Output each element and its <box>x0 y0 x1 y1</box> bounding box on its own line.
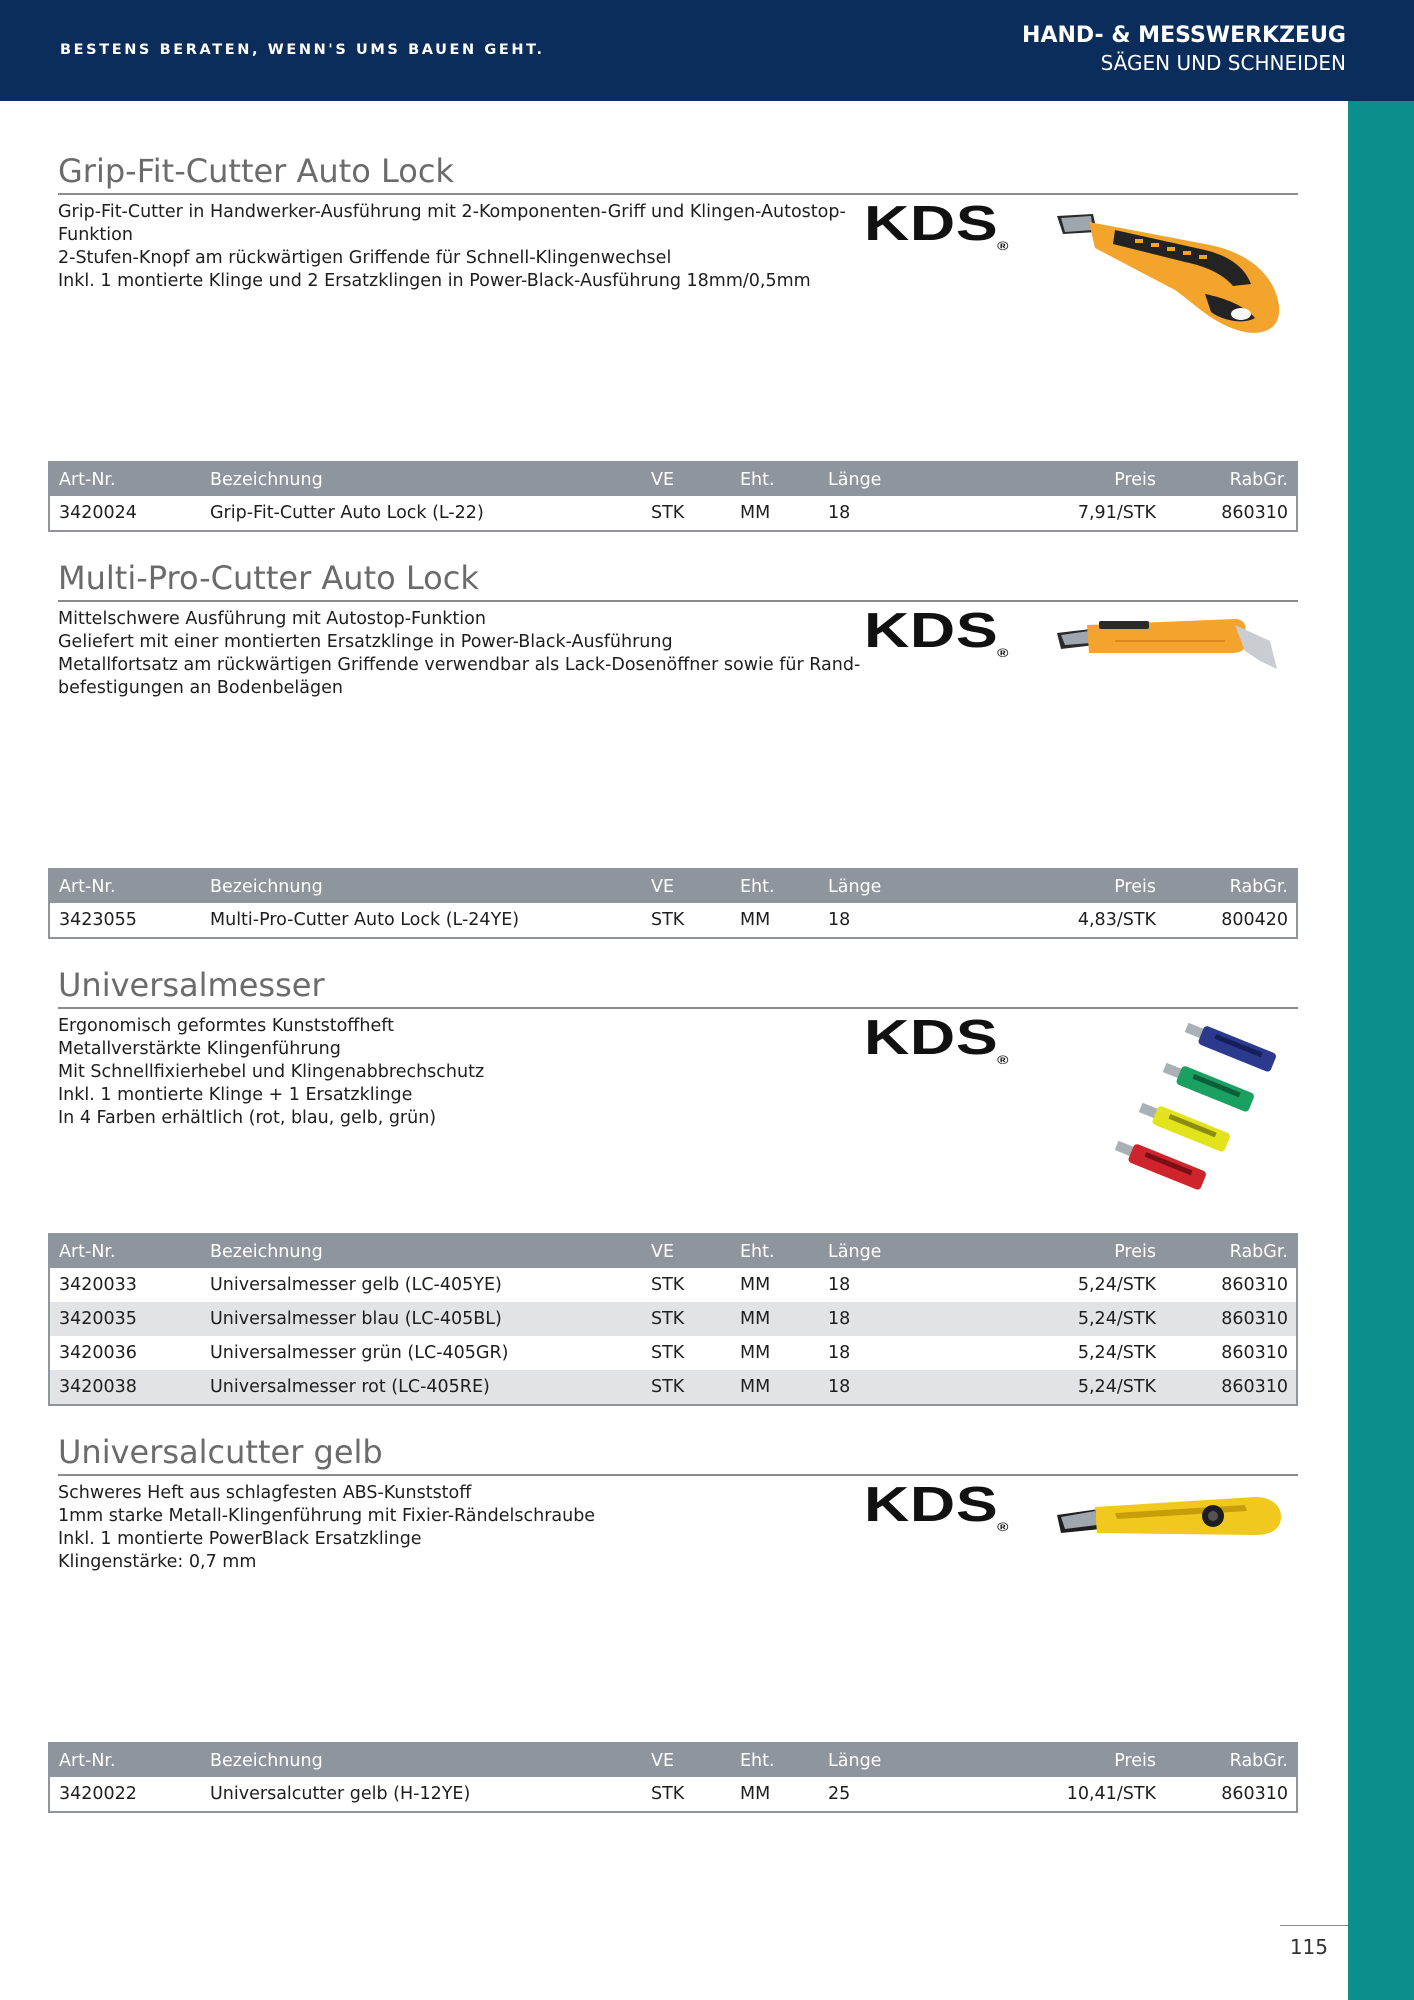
cell-ve: STK <box>651 1275 685 1295</box>
brand-logo-text: KDS <box>864 1011 999 1065</box>
col-laenge: Länge <box>828 470 882 490</box>
description-line: Inkl. 1 montierte PowerBlack Ersatzklinge <box>58 1529 422 1549</box>
product-description <box>58 1482 858 1574</box>
col-ve: VE <box>651 877 675 897</box>
col-preis: Preis <box>1114 877 1156 897</box>
col-ve: VE <box>651 1751 675 1771</box>
page-number: 115 <box>1289 1935 1328 1959</box>
description-line: Klingenstärke: 0,7 mm <box>58 1552 257 1572</box>
page-header <box>0 0 1414 101</box>
cell-laenge: 18 <box>828 1309 851 1329</box>
header-category: HAND- & MESSWERKZEUG <box>1022 23 1346 48</box>
cell-bezeichnung: Universalcutter gelb (H-12YE) <box>210 1784 471 1804</box>
description-line: Metallverstärkte Klingenführung <box>58 1039 341 1059</box>
col-eht: Eht. <box>740 1751 775 1771</box>
cell-rabgr: 860310 <box>1221 1377 1288 1397</box>
cell-rabgr: 860310 <box>1221 1343 1288 1363</box>
cell-bezeichnung: Universalmesser blau (LC-405BL) <box>210 1309 502 1329</box>
cell-laenge: 18 <box>828 1343 851 1363</box>
cell-art-nr: 3420033 <box>59 1275 137 1295</box>
cell-bezeichnung: Universalmesser grün (LC-405GR) <box>210 1343 509 1363</box>
table-row <box>50 1268 1296 1302</box>
cell-ve: STK <box>651 503 685 523</box>
col-eht: Eht. <box>740 470 775 490</box>
product-image-universalmesser-set <box>1110 1019 1290 1194</box>
col-rabgr: RabGr. <box>1229 877 1288 897</box>
col-bezeichnung: Bezeichnung <box>210 877 323 897</box>
cell-rabgr: 860310 <box>1221 503 1288 523</box>
cell-preis: 10,41/STK <box>1066 1784 1156 1804</box>
cell-art-nr: 3420035 <box>59 1309 137 1329</box>
cell-laenge: 18 <box>828 910 851 930</box>
col-eht: Eht. <box>740 877 775 897</box>
cell-laenge: 25 <box>828 1784 851 1804</box>
col-bezeichnung: Bezeichnung <box>210 1242 323 1262</box>
side-accent-bar <box>1348 101 1414 2000</box>
description-line: Schweres Heft aus schlagfesten ABS-Kunststoff <box>58 1483 472 1503</box>
col-rabgr: RabGr. <box>1229 1242 1288 1262</box>
cell-preis: 5,24/STK <box>1077 1343 1156 1363</box>
cell-rabgr: 860310 <box>1221 1275 1288 1295</box>
col-preis: Preis <box>1114 1751 1156 1771</box>
description-line: Inkl. 1 montierte Klinge und 2 Ersatzklingen in Power-Black-Ausführung 18mm/0,5mm <box>58 271 811 291</box>
cell-preis: 5,24/STK <box>1077 1309 1156 1329</box>
description-line: befestigungen an Bodenbelägen <box>58 678 343 698</box>
cell-eht: MM <box>740 910 771 930</box>
description-line: 1mm starke Metall-Klingenführung mit Fixier-Rändelschraube <box>58 1506 596 1526</box>
cell-eht: MM <box>740 1343 771 1363</box>
cell-bezeichnung: Universalmesser gelb (LC-405YE) <box>210 1275 502 1295</box>
cell-rabgr: 800420 <box>1221 910 1288 930</box>
brand-logo-text: KDS <box>864 604 999 658</box>
product-table <box>48 461 1298 532</box>
table-row <box>50 903 1296 937</box>
cell-ve: STK <box>651 910 685 930</box>
table-row <box>50 1336 1296 1370</box>
title-divider <box>58 193 1298 195</box>
table-header-row <box>50 1744 1296 1777</box>
cell-preis: 7,91/STK <box>1077 503 1156 523</box>
description-line: In 4 Farben erhältlich (rot, blau, gelb, grün) <box>58 1108 437 1128</box>
col-eht: Eht. <box>740 1242 775 1262</box>
product-table <box>48 1742 1298 1813</box>
cell-ve: STK <box>651 1343 685 1363</box>
product-description <box>58 608 861 700</box>
product-description <box>58 201 858 293</box>
product-table <box>48 1233 1298 1406</box>
col-bezeichnung: Bezeichnung <box>210 1751 323 1771</box>
description-line: 2-Stufen-Knopf am rückwärtigen Griffende für Schnell-Klingenwechsel <box>58 248 672 268</box>
cell-preis: 4,83/STK <box>1077 910 1156 930</box>
table-row <box>50 1777 1296 1811</box>
brand-logo: KDS® <box>864 1478 1009 1534</box>
title-divider <box>58 1474 1298 1476</box>
cell-art-nr: 3420036 <box>59 1343 137 1363</box>
cell-art-nr: 3420024 <box>59 503 137 523</box>
table-row <box>50 496 1296 530</box>
header-subcategory: SÄGEN UND SCHNEIDEN <box>1100 51 1346 75</box>
cell-ve: STK <box>651 1377 685 1397</box>
product-image-universalcutter <box>1055 1489 1285 1549</box>
description-line: Ergonomisch geformtes Kunststoffheft <box>58 1016 394 1036</box>
table-header-row <box>50 1235 1296 1268</box>
cell-bezeichnung: Multi-Pro-Cutter Auto Lock (L-24YE) <box>210 910 520 930</box>
product-title: Universalmesser <box>58 966 325 1004</box>
col-laenge: Länge <box>828 877 882 897</box>
cell-preis: 5,24/STK <box>1077 1275 1156 1295</box>
product-title: Multi-Pro-Cutter Auto Lock <box>58 559 479 597</box>
col-laenge: Länge <box>828 1242 882 1262</box>
title-divider <box>58 600 1298 602</box>
col-laenge: Länge <box>828 1751 882 1771</box>
table-header-row <box>50 870 1296 903</box>
col-rabgr: RabGr. <box>1229 470 1288 490</box>
col-art-nr: Art-Nr. <box>59 470 116 490</box>
brand-logo: KDS® <box>864 604 1009 660</box>
product-title: Universalcutter gelb <box>58 1433 383 1471</box>
cell-laenge: 18 <box>828 1275 851 1295</box>
cell-laenge: 18 <box>828 1377 851 1397</box>
cell-art-nr: 3420022 <box>59 1784 137 1804</box>
col-ve: VE <box>651 1242 675 1262</box>
col-ve: VE <box>651 470 675 490</box>
cell-eht: MM <box>740 1275 771 1295</box>
description-line: Mit Schnellfixierhebel und Klingenabbrechschutz <box>58 1062 485 1082</box>
brand-logo: KDS® <box>864 1011 1009 1067</box>
col-rabgr: RabGr. <box>1229 1751 1288 1771</box>
col-preis: Preis <box>1114 470 1156 490</box>
product-image-multi-pro-cutter <box>1055 611 1285 681</box>
product-description <box>58 1015 858 1130</box>
product-table <box>48 868 1298 939</box>
brand-logo-text: KDS <box>864 197 999 251</box>
description-line: Grip-Fit-Cutter in Handwerker-Ausführung mit 2-Komponenten-Griff und Klingen-Autostop- <box>58 202 846 222</box>
col-preis: Preis <box>1114 1242 1156 1262</box>
cell-eht: MM <box>740 1784 771 1804</box>
cell-laenge: 18 <box>828 503 851 523</box>
cell-bezeichnung: Universalmesser rot (LC-405RE) <box>210 1377 490 1397</box>
description-line: Funktion <box>58 225 133 245</box>
description-line: Mittelschwere Ausführung mit Autostop-Funktion <box>58 609 486 629</box>
table-row <box>50 1302 1296 1336</box>
cell-preis: 5,24/STK <box>1077 1377 1156 1397</box>
title-divider <box>58 1007 1298 1009</box>
header-tagline: BESTENS BERATEN, WENN'S UMS BAUEN GEHT. <box>60 42 545 58</box>
cell-eht: MM <box>740 1309 771 1329</box>
cell-rabgr: 860310 <box>1221 1309 1288 1329</box>
cell-art-nr: 3420038 <box>59 1377 137 1397</box>
description-line: Inkl. 1 montierte Klinge + 1 Ersatzklinge <box>58 1085 413 1105</box>
cell-eht: MM <box>740 1377 771 1397</box>
product-title: Grip-Fit-Cutter Auto Lock <box>58 152 454 190</box>
cell-ve: STK <box>651 1784 685 1804</box>
cell-rabgr: 860310 <box>1221 1784 1288 1804</box>
col-art-nr: Art-Nr. <box>59 1751 116 1771</box>
table-row <box>50 1370 1296 1404</box>
table-header-row <box>50 463 1296 496</box>
col-art-nr: Art-Nr. <box>59 877 116 897</box>
cell-eht: MM <box>740 503 771 523</box>
col-bezeichnung: Bezeichnung <box>210 470 323 490</box>
description-line: Metallfortsatz am rückwärtigen Griffende verwendbar als Lack-Dosenöffner sowie für Rand- <box>58 655 861 675</box>
cell-art-nr: 3423055 <box>59 910 137 930</box>
brand-logo: KDS® <box>864 197 1009 253</box>
cell-ve: STK <box>651 1309 685 1329</box>
cell-bezeichnung: Grip-Fit-Cutter Auto Lock (L-22) <box>210 503 484 523</box>
page-number-divider <box>1280 1925 1348 1926</box>
col-art-nr: Art-Nr. <box>59 1242 116 1262</box>
product-image-grip-cutter <box>1055 206 1285 336</box>
brand-logo-text: KDS <box>864 1478 999 1532</box>
description-line: Geliefert mit einer montierten Ersatzklinge in Power-Black-Ausführung <box>58 632 673 652</box>
